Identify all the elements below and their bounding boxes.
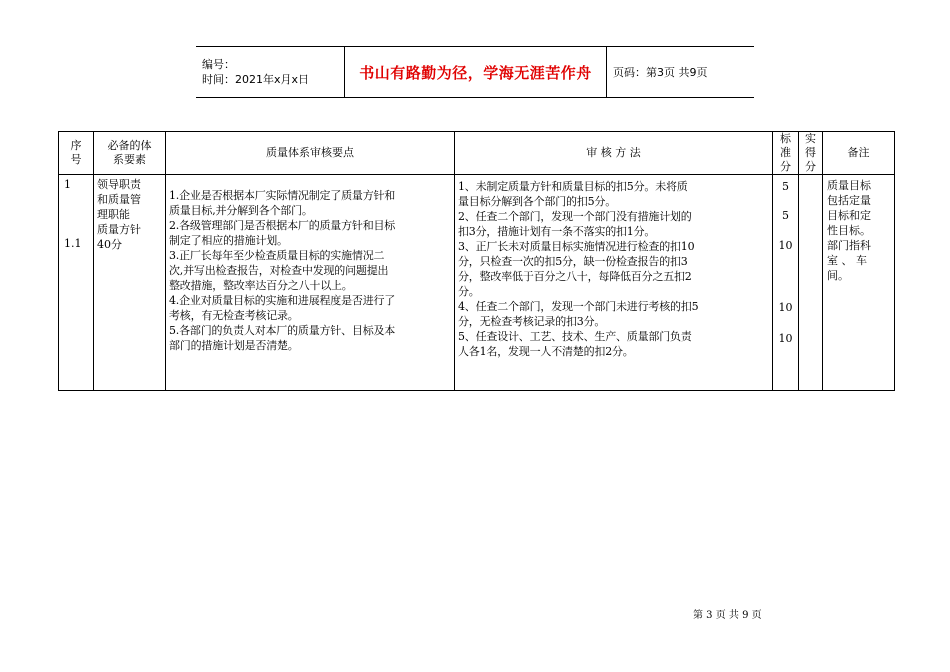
header-no: 序 号 xyxy=(59,132,94,175)
score-value: 10 xyxy=(778,332,793,345)
page-footer: 第 3 页 共 9 页 xyxy=(693,610,762,621)
cell-standard-score xyxy=(773,175,799,391)
header-remark: 备注 xyxy=(823,132,895,175)
audit-table xyxy=(58,131,895,391)
score-value: 10 xyxy=(778,239,793,252)
cell-actual-score xyxy=(799,175,823,391)
cell-remark: 质量目标 包括定量 目标和定 性目标。 部门指科 室 、 车 间。 xyxy=(823,175,895,391)
header-motto: 书山有路勤为径，学海无涯苦作舟 xyxy=(345,47,607,97)
cell-element: 领导职责 和质量管 理职能 质量方针 40分 xyxy=(94,175,166,391)
score-value: 10 xyxy=(778,301,793,314)
time-label: 时间：2021年x月x日 xyxy=(202,73,310,86)
cell-no: 1 1.1 xyxy=(59,175,94,391)
header-element: 必备的体 系要素 xyxy=(94,132,166,175)
header-actual-score: 实 得 分 xyxy=(799,132,823,175)
document-header xyxy=(196,46,754,98)
header-audit-points: 质量体系审核要点 xyxy=(166,132,455,175)
table-row xyxy=(59,175,895,391)
header-page-code: 页码：第3页 共9页 xyxy=(613,66,708,79)
number-label: 编号： xyxy=(202,58,235,71)
header-audit-method: 审 核 方 法 xyxy=(455,132,773,175)
score-value: 5 xyxy=(782,209,789,222)
header-standard-score: 标 准 分 xyxy=(773,132,799,175)
table-header-row xyxy=(59,132,895,175)
header-meta xyxy=(196,47,345,97)
cell-audit-points: 1.企业是否根据本厂实际情况制定了质量方针和 质量目标,并分解到各个部门。 2.各级管理部门是否根据本厂的质量方针和目标 制定了相应的措施计划。 3.正厂长每年至少检查质量目标的实施情况二 次,并写出检查报告，对检查中发现的问题提出 整改措施，整改率达百分之八十以上。 4.企业对质量目标的实施和进展程度是否进行了 考核，有无检查考核记录。 5.各部门的负责人对本厂的质量方针、目标及本 部门的措施计划是否清楚。 xyxy=(166,175,455,391)
score-value: 5 xyxy=(782,180,789,193)
cell-audit-method: 1、未制定质量方针和质量目标的扣5分。未将质 量目标分解到各个部门的扣5分。 2、任查二个部门，发现一个部门没有措施计划的 扣3分，措施计划有一条不落实的扣1分。 3、正厂长未对质量目标实施情况进行检查的扣10 分，只检查一次的扣5分，缺一份检查报告的扣3 分，整改率低于百分之八十，每降低百分之五扣2 分。 4、任查二个部门，发现一个部门未进行考核的扣5 分，无检查考核记录的扣3分。 5、任查设计、工艺、技术、生产、质量部门负责 人各1名，发现一人不清楚的扣2分。 xyxy=(455,175,773,391)
